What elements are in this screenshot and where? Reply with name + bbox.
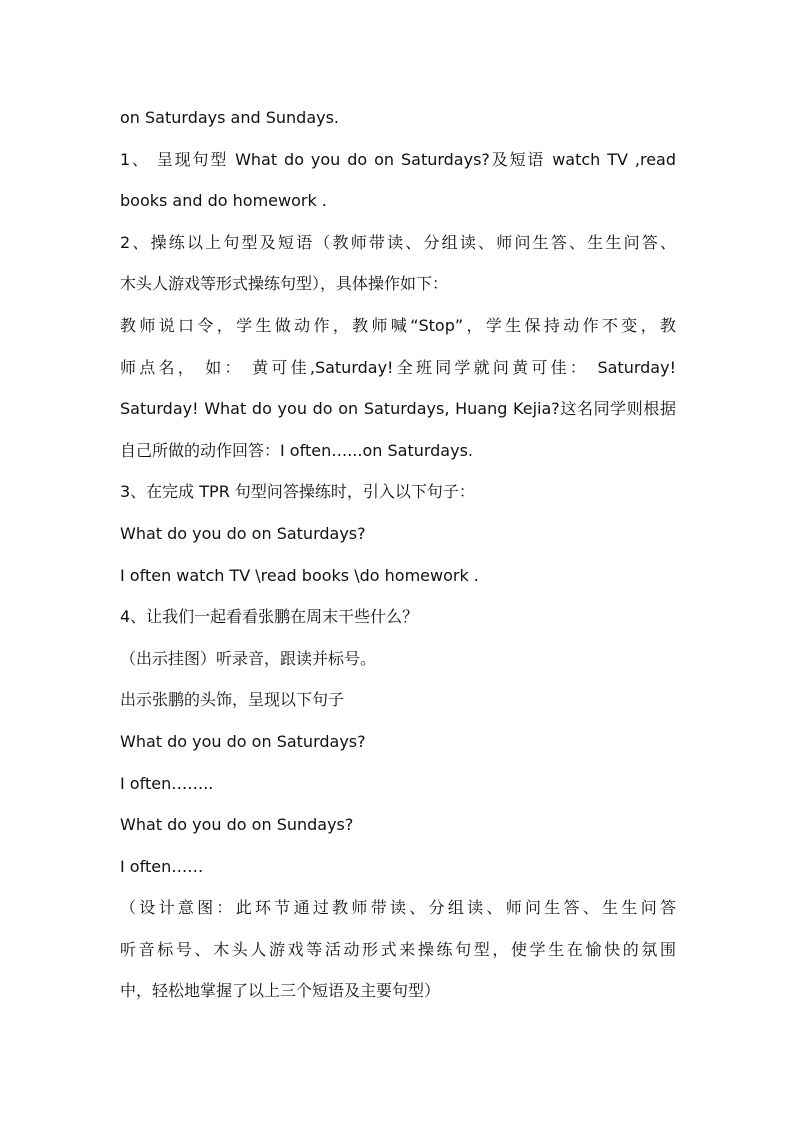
text-line: 2、操练以上句型及短语（教师带读、分组读、师问生答、生生问答、 bbox=[120, 232, 676, 252]
text-line: 3、在完成 TPR 句型问答操练时，引入以下句子： bbox=[120, 482, 475, 502]
text-line: 木头人游戏等形式操练句型），具体操作如下： bbox=[120, 274, 449, 294]
text-line: 出示张鹏的头饰，呈现以下句子 bbox=[120, 690, 345, 710]
text-line: 自己所做的动作回答：I often…...on Saturdays. bbox=[120, 440, 474, 460]
text-line: 师点名， 如： 黄可佳,Saturday!全班同学就问黄可佳： Saturday! bbox=[120, 357, 676, 377]
text-line: 中，轻松地掌握了以上三个短语及主要句型） bbox=[120, 981, 441, 1001]
text-line: 1、 呈现句型 What do you do on Saturdays?及短语 watch TV ,read bbox=[120, 149, 676, 169]
text-line: （出示挂图）听录音，跟读并标号。 bbox=[120, 648, 377, 668]
text-line: I often…….. bbox=[120, 773, 214, 793]
text-line: I often watch TV \read books \do homework . bbox=[120, 565, 479, 585]
text-line: What do you do on Saturdays? bbox=[120, 523, 366, 543]
text-line: I often…… bbox=[120, 856, 204, 876]
text-line: Saturday! What do you do on Saturdays, Huang Kejia?这名同学则根据 bbox=[120, 399, 676, 419]
text-line: 4、让我们一起看看张鹏在周末干些什么？ bbox=[120, 607, 419, 627]
text-line: 听音标号、木头人游戏等活动形式来操练句型，使学生在愉快的氛围 bbox=[120, 939, 676, 959]
text-line: on Saturdays and Sundays. bbox=[120, 108, 340, 127]
text-line: What do you do on Sundays? bbox=[120, 815, 354, 835]
text-line: （设计意图：此环节通过教师带读、分组读、师问生答、生生问答 bbox=[120, 898, 676, 918]
text-line: What do you do on Saturdays? bbox=[120, 731, 366, 751]
document-body bbox=[120, 97, 676, 1012]
text-line: 教师说口令，学生做动作，教师喊“Stop”，学生保持动作不变，教 bbox=[120, 315, 676, 335]
text-line: books and do homework . bbox=[120, 191, 327, 211]
